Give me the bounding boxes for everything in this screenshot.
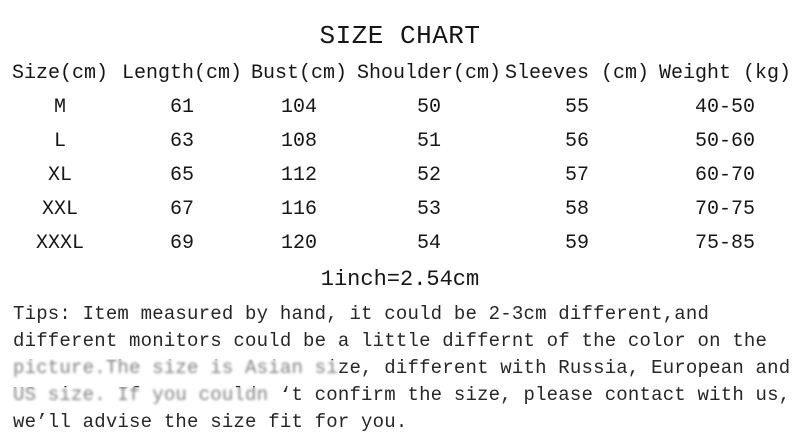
table-row-xxxl <box>0 226 800 260</box>
table-row-m <box>0 90 800 124</box>
cell-size: XXL <box>41 197 78 221</box>
cell-length: 67 <box>169 197 194 221</box>
cell-shoulder: 53 <box>416 197 441 221</box>
cell-shoulder: 51 <box>416 129 441 153</box>
cell-length: 61 <box>169 95 194 119</box>
cell-size: XXXL <box>35 231 84 255</box>
cell-sleeves: 57 <box>564 163 589 187</box>
cell-weight: 40-50 <box>694 95 755 119</box>
page-title: SIZE CHART <box>319 21 481 51</box>
cell-bust: 116 <box>280 197 317 221</box>
cell-sleeves: 56 <box>564 129 589 153</box>
cell-bust: 104 <box>280 95 317 119</box>
cell-size: L <box>53 129 66 153</box>
col-header-weight: Weight (kg) <box>658 61 792 85</box>
tips-paragraph <box>13 301 800 436</box>
cell-weight: 70-75 <box>694 197 755 221</box>
table-row-xxl <box>0 192 800 226</box>
cell-bust: 112 <box>280 163 317 187</box>
inch-conversion-note: 1inch=2.54cm <box>320 267 480 292</box>
table-row-l <box>0 124 800 158</box>
col-header-size: Size(cm) <box>11 61 108 85</box>
table-header-row <box>0 56 800 90</box>
cell-sleeves: 59 <box>564 231 589 255</box>
cell-bust: 120 <box>280 231 317 255</box>
col-header-bust: Bust(cm) <box>250 61 347 85</box>
cell-length: 63 <box>169 129 194 153</box>
tips-line-4: US size. If you couldn ‘t confirm the size, please contact with us, <box>13 384 791 406</box>
cell-size: XL <box>47 163 72 187</box>
cell-bust: 108 <box>280 129 317 153</box>
cell-shoulder: 50 <box>416 95 441 119</box>
col-header-sleeves: Sleeves (cm) <box>504 61 650 85</box>
cell-weight: 75-85 <box>694 231 755 255</box>
cell-weight: 50-60 <box>694 129 755 153</box>
col-header-shoulder: Shoulder(cm) <box>356 61 502 85</box>
tips-line-5: we’ll advise the size fit for you. <box>13 411 408 433</box>
cell-sleeves: 55 <box>564 95 589 119</box>
size-table <box>0 56 800 260</box>
cell-sleeves: 58 <box>564 197 589 221</box>
cell-shoulder: 52 <box>416 163 441 187</box>
col-header-length: Length(cm) <box>121 61 243 85</box>
tips-line-1: Tips: Item measured by hand, it could be 2-3cm different,and <box>13 303 710 325</box>
cell-length: 65 <box>169 163 194 187</box>
cell-length: 69 <box>169 231 194 255</box>
tips-line-2: different monitors could be a little differnt of the color on the <box>13 330 768 352</box>
cell-weight: 60-70 <box>694 163 755 187</box>
table-row-xl <box>0 158 800 192</box>
tips-line-3: picture.The size is Asian size, different with Russia, European and <box>13 357 791 379</box>
cell-size: M <box>53 95 66 119</box>
cell-shoulder: 54 <box>416 231 441 255</box>
